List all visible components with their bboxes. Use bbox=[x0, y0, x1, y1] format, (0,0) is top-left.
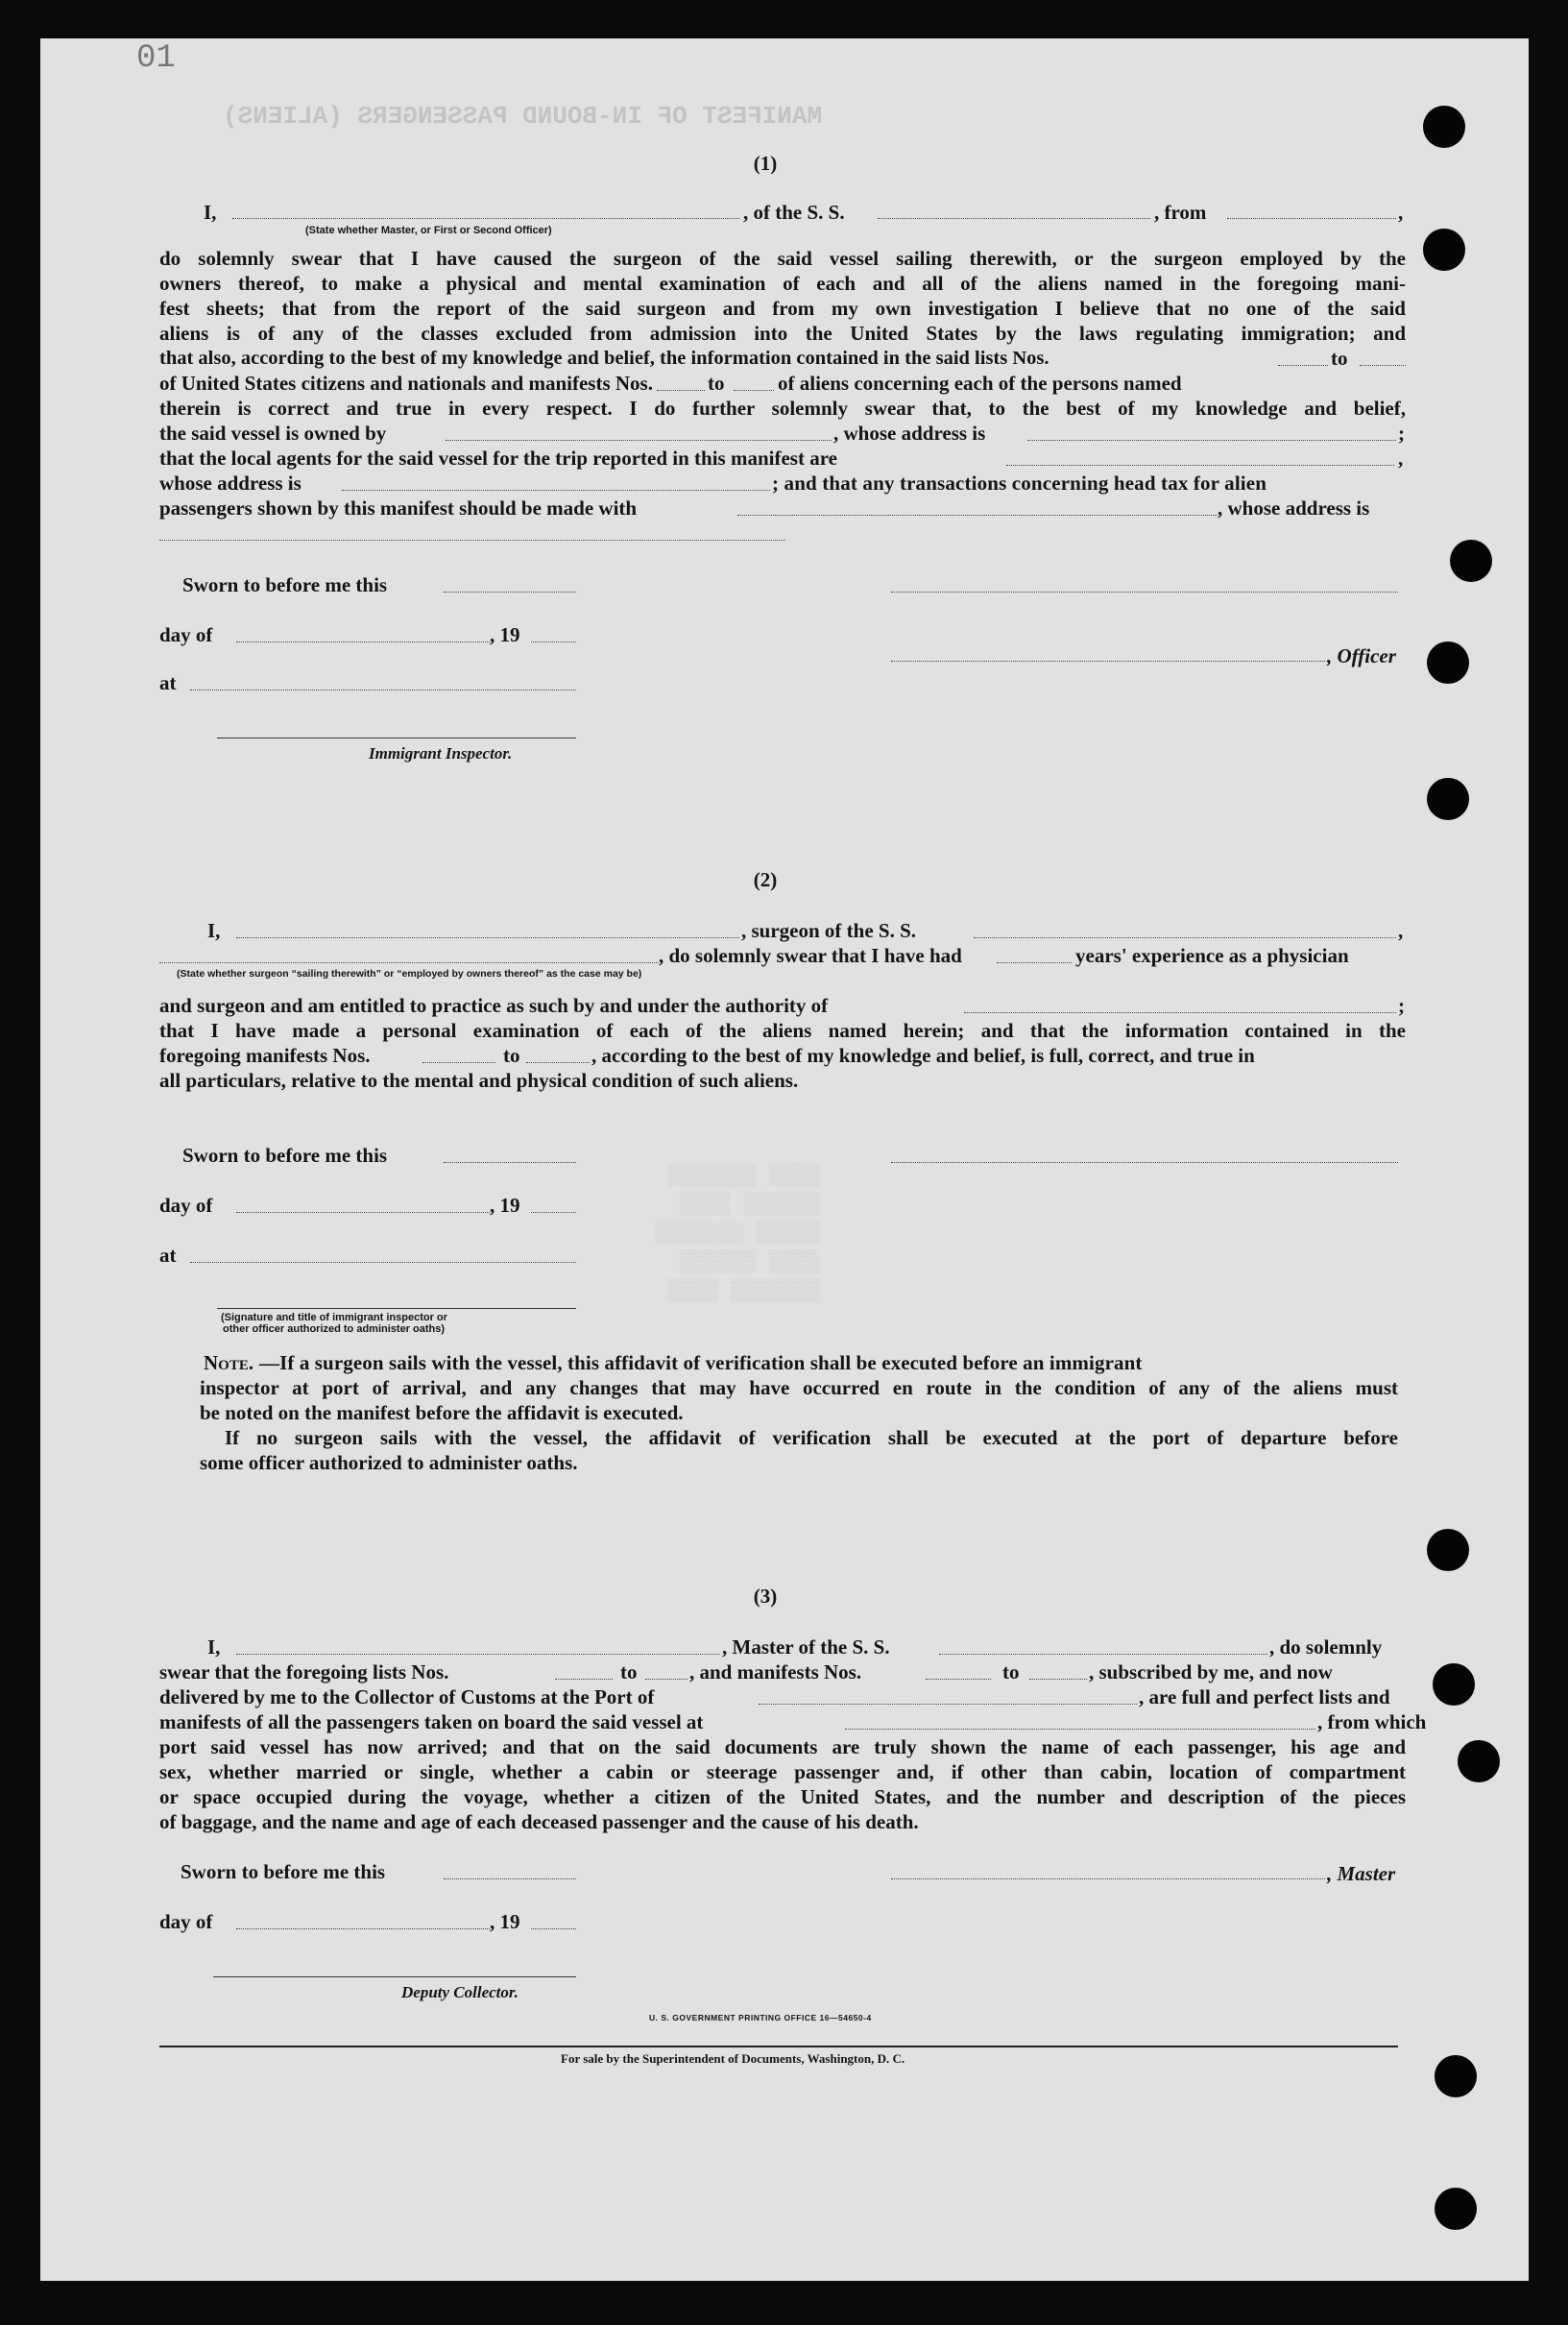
s2-note-line: inspector at port of arrival, and any changes that may have occurred en route in the condition of any of the aliens must bbox=[200, 1376, 1398, 1399]
s2-sig-note: other officer authorized to administer oaths) bbox=[223, 1323, 446, 1335]
s1-inspector-line bbox=[217, 738, 576, 739]
s2-year-field[interactable] bbox=[531, 1212, 576, 1213]
corner-mark: 01 bbox=[136, 40, 176, 77]
s1-para-line: whose address is bbox=[159, 472, 302, 495]
s2-surgeon-note: (State whether surgeon “sailing therewith” or “employed by owners thereof” as the case may be) bbox=[177, 968, 642, 980]
s3-day-field[interactable] bbox=[236, 1928, 490, 1929]
s1-to: to bbox=[708, 372, 725, 395]
s1-officer-signature-field[interactable] bbox=[891, 661, 1325, 662]
s2-comma: , bbox=[1398, 919, 1404, 942]
s1-manifests-from[interactable] bbox=[657, 390, 705, 391]
s2-signature-field[interactable] bbox=[891, 1162, 1398, 1163]
s3-para-line: delivered by me to the Collector of Customs at the Port of bbox=[159, 1685, 655, 1708]
binder-hole bbox=[1435, 2055, 1477, 2097]
s3-para-line: sex, whether married or single, whether a cabin or steerage passenger and, if other than cabin, location of compartment bbox=[159, 1760, 1406, 1783]
s3-para-line: port said vessel has now arrived; and that on the said documents are truly shown the name of each passenger, his age and bbox=[159, 1735, 1406, 1758]
s1-comma: , bbox=[1398, 447, 1404, 470]
s3-to: to bbox=[620, 1660, 638, 1683]
s3-lists-to[interactable] bbox=[645, 1679, 688, 1680]
bleed-through-ghost: ▒▒▒▒ ▒▒▒▒▒▒▒ ▒▒▒▒▒▒ ▒▒▒▒ ▒▒▒▒▒ ▒▒▒▒▒▒▒ ▒▒▒▒ ▒▒▒▒▒▒ ▒▒▒▒▒▒▒ ▒▒▒▒ bbox=[655, 1164, 820, 1303]
s3-para-line: , and manifests Nos. bbox=[689, 1660, 862, 1683]
s3-para-line: , are full and perfect lists and bbox=[1139, 1685, 1390, 1708]
binder-hole bbox=[1427, 778, 1469, 820]
binder-hole bbox=[1433, 1663, 1475, 1706]
s1-para-line: aliens is of any of the classes excluded from admission into the United States by the laws regulating immigration; and bbox=[159, 322, 1406, 345]
s1-semicolon: ; bbox=[1398, 422, 1405, 445]
s2-note-line: If no surgeon sails with the vessel, the affidavit of verification shall be executed at the port of departure before bbox=[225, 1426, 1398, 1449]
s2-day-field[interactable] bbox=[236, 1212, 490, 1213]
section-2-heading: (2) bbox=[753, 868, 778, 891]
footer-sale-note: For sale by the Superintendent of Documents, Washington, D. C. bbox=[561, 2051, 905, 2066]
s2-years-field[interactable] bbox=[997, 962, 1072, 963]
s3-sworn-field[interactable] bbox=[444, 1878, 576, 1879]
printer-imprint: U. S. GOVERNMENT PRINTING OFFICE 16—54650-4 bbox=[649, 2013, 872, 2022]
s1-para-line: therein is correct and true in every respect. I do further solemnly swear that, to the best of my knowledge and belief, bbox=[159, 397, 1406, 420]
s3-ship-field[interactable] bbox=[939, 1654, 1267, 1655]
s1-signature-field[interactable] bbox=[891, 592, 1398, 593]
s2-semicolon: ; bbox=[1398, 994, 1405, 1017]
binder-hole bbox=[1423, 229, 1465, 271]
s3-do-solemnly: , do solemnly bbox=[1269, 1635, 1383, 1659]
s2-note-line: some officer authorized to administer oaths. bbox=[200, 1451, 578, 1474]
s3-i: I, bbox=[207, 1635, 221, 1659]
s1-to: to bbox=[1331, 347, 1348, 370]
s3-para-line: , subscribed by me, and now bbox=[1089, 1660, 1333, 1683]
bleed-through-title: MANIFEST OF IN-BOUND PASSENGERS (ALIENS) bbox=[223, 102, 823, 131]
s3-collector-line bbox=[213, 1976, 576, 1977]
s3-master-signature-field[interactable] bbox=[891, 1878, 1325, 1879]
s2-manifests-to[interactable] bbox=[526, 1062, 590, 1063]
s3-boarded-at-field[interactable] bbox=[845, 1729, 1315, 1730]
s2-sailing-field[interactable] bbox=[159, 962, 659, 963]
s1-sworn-label: Sworn to before me this bbox=[182, 573, 388, 596]
s1-from: , from bbox=[1154, 201, 1207, 224]
s3-manifests-from[interactable] bbox=[926, 1679, 991, 1680]
s1-day-of-label: day of bbox=[159, 623, 213, 646]
s3-lists-from[interactable] bbox=[555, 1679, 613, 1680]
s2-authority-field[interactable] bbox=[964, 1012, 1396, 1013]
s2-note-label: Note. bbox=[204, 1351, 254, 1374]
s3-master-label: , Master bbox=[1327, 1862, 1396, 1885]
s1-para-line: fest sheets; that from the report of the said surgeon and from my own investigation I believe that no one of the said bbox=[159, 297, 1406, 320]
s2-para-line: that I have made a personal examination of each of the aliens named herein; and that the information contained in the bbox=[159, 1019, 1406, 1042]
s1-para-line: of United States citizens and nationals and manifests Nos. bbox=[159, 372, 653, 395]
form-page bbox=[40, 38, 1529, 2281]
s1-lists-from[interactable] bbox=[1278, 365, 1328, 366]
s2-note-line: —If a surgeon sails with the vessel, this affidavit of verification shall be executed before an immigrant bbox=[259, 1351, 1143, 1374]
s1-owner-field[interactable] bbox=[446, 440, 832, 441]
s1-from-field[interactable] bbox=[1227, 218, 1396, 219]
s3-deputy-label: Deputy Collector. bbox=[401, 1983, 519, 2001]
s1-para-line: ; and that any transactions concerning head tax for alien bbox=[772, 472, 1267, 495]
binder-hole bbox=[1435, 2188, 1477, 2230]
s3-master-of-ss: , Master of the S. S. bbox=[722, 1635, 890, 1659]
s2-at-label: at bbox=[159, 1244, 177, 1267]
s3-port-field[interactable] bbox=[759, 1704, 1137, 1705]
s3-para-line: , from which bbox=[1317, 1710, 1427, 1733]
s3-para-line: or space occupied during the voyage, whether a citizen of the United States, and the number and description of the pieces bbox=[159, 1785, 1406, 1808]
s2-para-line: foregoing manifests Nos. bbox=[159, 1044, 371, 1067]
s1-headtax-field[interactable] bbox=[737, 515, 1218, 516]
s2-para-line: all particulars, relative to the mental and physical condition of such aliens. bbox=[159, 1069, 799, 1092]
s3-master-name-field[interactable] bbox=[236, 1654, 720, 1655]
s1-agents-field[interactable] bbox=[1006, 465, 1394, 466]
section-1-heading: (1) bbox=[753, 152, 778, 175]
s1-para-line: of aliens concerning each of the persons named bbox=[778, 372, 1182, 395]
s1-para-line: passengers shown by this manifest should be made with bbox=[159, 496, 638, 520]
s3-to: to bbox=[1002, 1660, 1020, 1683]
s1-headtax-address-field[interactable] bbox=[159, 540, 785, 541]
s1-i: I, bbox=[204, 201, 217, 224]
s3-year-field[interactable] bbox=[531, 1928, 576, 1929]
s2-at-field[interactable] bbox=[190, 1262, 576, 1263]
s3-day-of-label: day of bbox=[159, 1910, 213, 1933]
s2-year-label: , 19 bbox=[490, 1194, 520, 1217]
section-3-heading: (3) bbox=[753, 1585, 778, 1608]
s1-year-label: , 19 bbox=[490, 623, 520, 646]
s1-para-line: , whose address is bbox=[1218, 496, 1370, 520]
s2-swear: , do solemnly swear that I have had bbox=[659, 944, 962, 967]
s2-sworn-label: Sworn to before me this bbox=[182, 1144, 388, 1167]
s2-i: I, bbox=[207, 919, 221, 942]
s2-surgeon-name-field[interactable] bbox=[236, 937, 739, 938]
s3-para-line: of baggage, and the name and age of each deceased passenger and the cause of his death. bbox=[159, 1810, 919, 1833]
s2-manifests-from[interactable] bbox=[422, 1062, 495, 1063]
s3-para-line: swear that the foregoing lists Nos. bbox=[159, 1660, 449, 1683]
s1-at-label: at bbox=[159, 671, 177, 694]
binder-hole bbox=[1427, 1529, 1469, 1571]
s1-officer-note: (State whether Master, or First or Second Officer) bbox=[305, 225, 552, 236]
s2-to: to bbox=[503, 1044, 520, 1067]
s2-note-line: be noted on the manifest before the affidavit is executed. bbox=[200, 1401, 684, 1424]
s1-sworn-field[interactable] bbox=[444, 592, 576, 593]
s1-owner-address-field[interactable] bbox=[1027, 440, 1396, 441]
s2-years-label: years' experience as a physician bbox=[1075, 944, 1349, 967]
s1-inspector-label: Immigrant Inspector. bbox=[369, 744, 513, 763]
s1-para-line: do solemnly swear that I have caused the surgeon of the said vessel sailing therewith, or the surgeon employed by the bbox=[159, 247, 1406, 270]
s1-para-line: that the local agents for the said vessel for the trip reported in this manifest are bbox=[159, 447, 837, 470]
footer-rule bbox=[159, 2046, 1398, 2047]
s2-signature-line bbox=[217, 1308, 576, 1309]
s2-sig-note: (Signature and title of immigrant inspector or bbox=[221, 1312, 447, 1323]
s2-surgeon-of-ss: , surgeon of the S. S. bbox=[741, 919, 917, 942]
s3-para-line: manifests of all the passengers taken on board the said vessel at bbox=[159, 1710, 704, 1733]
s1-officer-label: , Officer bbox=[1327, 644, 1396, 667]
s1-manifests-to[interactable] bbox=[734, 390, 774, 391]
binder-hole bbox=[1458, 1740, 1500, 1782]
binder-hole bbox=[1423, 106, 1465, 148]
s1-para-line: owners thereof, to make a physical and mental examination of each and all of the aliens named in the foregoing mani- bbox=[159, 272, 1406, 295]
s1-comma: , bbox=[1398, 201, 1404, 224]
s3-sworn-label: Sworn to before me this bbox=[181, 1860, 386, 1883]
s2-para-line: , according to the best of my knowledge and belief, is full, correct, and true in bbox=[591, 1044, 1255, 1067]
binder-hole bbox=[1450, 540, 1492, 582]
s1-para-line: , whose address is bbox=[833, 422, 986, 445]
s1-para-line: that also, according to the best of my knowledge and belief, the information contained in the said lists Nos. bbox=[159, 348, 1049, 369]
s1-ship-field[interactable] bbox=[878, 218, 1150, 219]
s1-para-line: the said vessel is owned by bbox=[159, 422, 387, 445]
s2-ship-field[interactable] bbox=[974, 937, 1396, 938]
s2-para-line: and surgeon and am entitled to practice as such by and under the authority of bbox=[159, 994, 829, 1017]
s3-year-label: , 19 bbox=[490, 1910, 520, 1933]
s3-manifests-to[interactable] bbox=[1029, 1679, 1087, 1680]
s1-of-ss: , of the S. S. bbox=[743, 201, 845, 224]
s1-agents-address-field[interactable] bbox=[342, 490, 770, 491]
s2-sworn-field[interactable] bbox=[444, 1162, 576, 1163]
s1-lists-to[interactable] bbox=[1360, 365, 1406, 366]
s2-day-of-label: day of bbox=[159, 1194, 213, 1217]
s1-officer-field[interactable] bbox=[232, 218, 739, 219]
binder-hole bbox=[1427, 642, 1469, 684]
